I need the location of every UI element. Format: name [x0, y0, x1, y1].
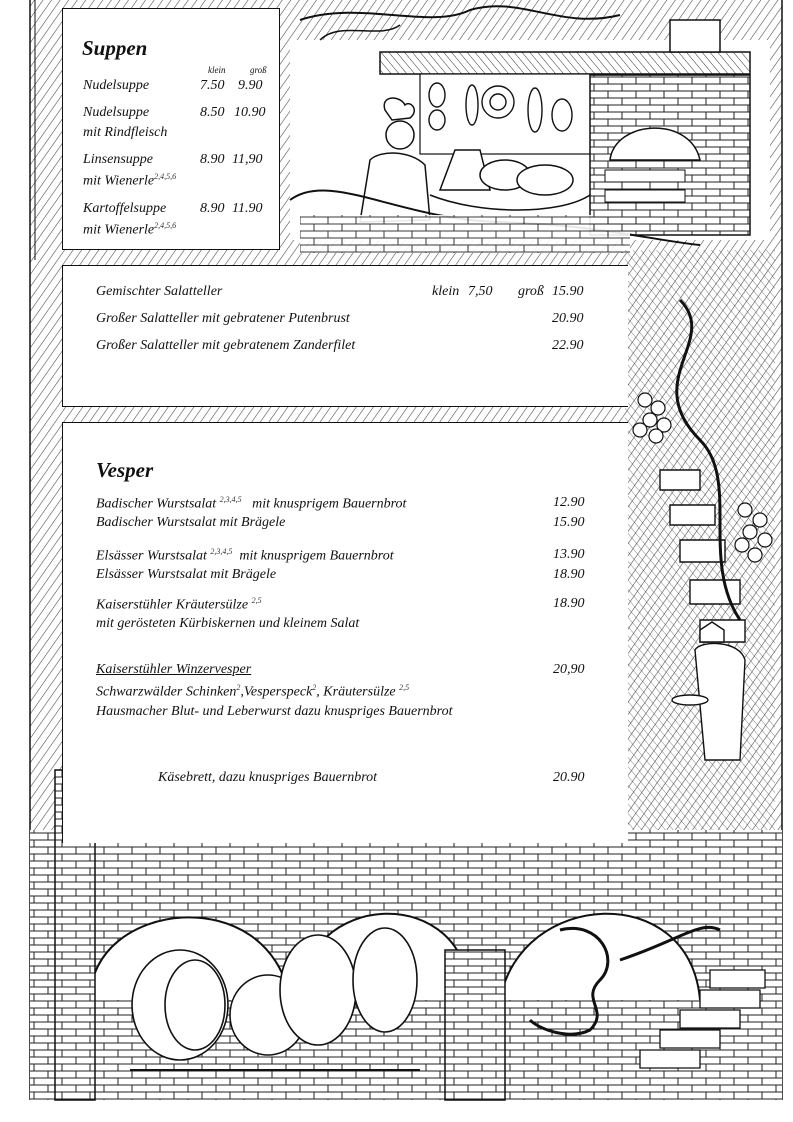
vesper-title: Vesper: [96, 458, 154, 482]
soup-price-large: 11,90: [232, 152, 263, 167]
winzer-line2: Hausmacher Blut- und Leberwurst dazu knuspriges Bauernbrot: [96, 704, 453, 719]
soup-price-small: 8.50: [200, 105, 225, 120]
vesper-allergens: 2,3,4,5: [219, 495, 242, 504]
salad-price: 20.90: [552, 311, 584, 326]
salad-name: Gemischter Salatteller: [96, 284, 223, 299]
vesper-line2: mit gerösteten Kürbiskernen und kleinem Salat: [96, 616, 360, 631]
soup-price-small: 8.90: [200, 152, 225, 167]
soup-name: Nudelsuppe: [83, 105, 150, 120]
salad-name: Großer Salatteller mit gebratenem Zanderfilet: [96, 338, 356, 353]
soup-name: Nudelsuppe: [83, 78, 150, 93]
winzer-line1: Schwarzwälder Schinken$^2$,Vesperspeck$^2$, Kräutersülze $^{2,5}$: [96, 683, 410, 700]
soup-allergens: 2,4,5,6: [154, 172, 177, 181]
salad-small-label: klein: [432, 284, 460, 299]
soup-price-large: 11.90: [232, 201, 263, 216]
salad-price-small: 7,50: [468, 284, 493, 299]
salad-large-label: groß: [518, 284, 544, 299]
soups-col-large: groß: [250, 65, 267, 75]
kase-name: Käsebrett, dazu knuspriges Bauernbrot: [158, 770, 378, 785]
soups-title: Suppen: [82, 36, 148, 60]
vesper-line1: Elsässer Wurstsalat $^{2,3,4,5}$ mit knusprigem Bauernbrot: [96, 547, 394, 564]
vesper-line1: Kaiserstühler Kräutersülze $^{2,5}$: [96, 596, 262, 613]
vesper-price: 20,90: [553, 662, 585, 677]
vesper-allergens: 2,3,4,5: [210, 547, 233, 556]
soup-name: Linsensuppe: [83, 152, 153, 167]
vesper-price: 18.90: [553, 596, 585, 611]
soup-price-large: 9.90: [238, 78, 263, 93]
vesper-line2: Badischer Wurstsalat mit Brägele: [96, 515, 286, 530]
soup-allergens: 2,4,5,6: [154, 221, 177, 230]
vesper-price: 20.90: [553, 770, 585, 785]
vesper-line2: Elsässer Wurstsalat mit Brägele: [96, 567, 277, 582]
soup-name: Kartoffelsuppe: [83, 201, 167, 216]
salad-price: 22.90: [552, 338, 584, 353]
vesper-price: 12.90: [553, 495, 585, 510]
soup-price-small: 8.90: [200, 201, 225, 216]
soups-col-small: klein: [208, 65, 226, 75]
soup-sub: mit Wienerle$^{2,4,5,6}$: [83, 172, 177, 189]
soup-price-large: 10.90: [234, 105, 266, 120]
vesper-price: 18.90: [553, 567, 585, 582]
vesper-line1: Badischer Wurstsalat $^{2,3,4,5}$ mit knusprigem Bauernbrot: [96, 495, 407, 512]
vesper-price: 13.90: [553, 547, 585, 562]
salad-price-large: 15.90: [552, 284, 584, 299]
vesper-price: 15.90: [553, 515, 585, 530]
soup-sub: mit Rindfleisch: [83, 125, 168, 140]
salad-name: Großer Salatteller mit gebratener Putenbrust: [96, 311, 350, 326]
vesper-allergens: 2,5: [251, 596, 262, 605]
soup-sub: mit Wienerle$^{2,4,5,6}$: [83, 221, 177, 238]
soup-price-small: 7.50: [200, 78, 225, 93]
winzer-title: Kaiserstühler Winzervesper: [96, 662, 252, 677]
